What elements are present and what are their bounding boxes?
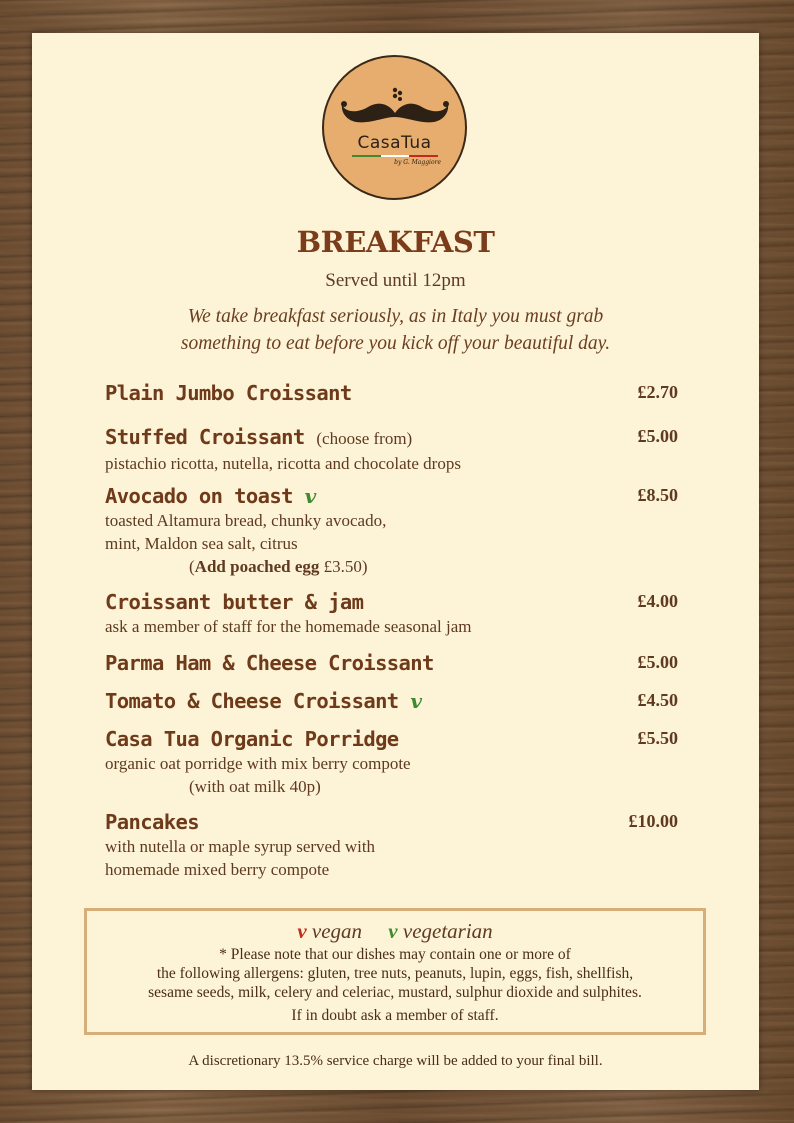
item-price: £5.00 — [637, 426, 678, 446]
item-name-row — [105, 483, 678, 509]
item-name: Stuffed Croissant — [105, 425, 305, 449]
item-name: Avocado on toast — [105, 484, 293, 508]
item-description: homemade mixed berry compote — [105, 860, 330, 879]
item-price: £8.50 — [637, 485, 678, 505]
item-description: mint, Maldon sea salt, citrus — [105, 534, 298, 553]
item-addon: (with oat milk 40p) — [189, 777, 321, 796]
menu-item — [105, 380, 678, 406]
item-description: pistachio ricotta, nutella, ricotta and chocolate drops — [105, 454, 461, 473]
menu-item — [105, 424, 678, 475]
item-note: (choose from) — [316, 429, 413, 448]
service-charge-note: A discretionary 13.5% service charge will be added to your final bill. — [188, 1053, 603, 1069]
item-name: Parma Ham & Cheese Croissant — [105, 651, 434, 675]
item-price: £10.00 — [628, 811, 678, 831]
logo-byline: by G. Maggiore — [394, 159, 441, 166]
casatua-logo — [322, 55, 467, 200]
vegetarian-icon: v — [304, 484, 316, 508]
item-addon: (Add poached egg £3.50) — [189, 557, 368, 576]
vegetarian-label: vegetarian — [402, 919, 493, 943]
menu-item — [105, 483, 678, 578]
item-price: £5.00 — [637, 652, 678, 672]
vegan-icon: v — [297, 919, 307, 943]
logo-name: CasaTua — [357, 133, 432, 153]
item-name: Pancakes — [105, 810, 199, 834]
vegetarian-icon: v — [410, 689, 422, 713]
item-description: organic oat porridge with mix berry compote — [105, 754, 411, 773]
mustache-icon — [324, 57, 465, 198]
page-title: BREAKFAST — [296, 225, 495, 259]
menu-page — [32, 33, 759, 1090]
item-description: toasted Altamura bread, chunky avocado, — [105, 511, 387, 530]
intro-text: We take breakfast seriously, as in Italy you must grab something to eat before you kick off your beautiful day. — [180, 306, 611, 354]
item-description: ask a member of staff for the homemade seasonal jam — [105, 617, 472, 636]
allergen-notice: * Please note that our dishes may contain one or more of the following allergens: gluten, tree nuts, peanuts, lupin, eggs, fish, shellfish, sesame seeds, milk, celery and celeriac, mustard, sulphur dioxide and sulphites. If in doubt ask a member of staff. — [87, 945, 703, 1025]
served-until: Served until 12pm — [325, 270, 466, 291]
menu-item — [105, 726, 678, 798]
allergen-box — [84, 908, 706, 1035]
item-price: £4.00 — [637, 591, 678, 611]
item-name-row — [105, 424, 678, 452]
item-name: Tomato & Cheese Croissant — [105, 689, 399, 713]
vegetarian-icon: v — [388, 919, 398, 943]
doubt-notice: If in doubt ask a member of staff. — [291, 1007, 499, 1024]
dietary-legend — [87, 919, 703, 944]
item-name-row — [105, 688, 678, 714]
italian-flag-stripe — [352, 155, 438, 157]
menu-item — [105, 809, 678, 881]
item-name: Casa Tua Organic Porridge — [105, 727, 399, 751]
item-price: £2.70 — [637, 382, 678, 402]
item-price: £5.50 — [637, 728, 678, 748]
menu-item — [105, 589, 678, 638]
item-name: Croissant butter & jam — [105, 590, 364, 614]
addon-label: Add poached egg — [194, 557, 320, 576]
menu-item — [105, 650, 678, 676]
item-price: £4.50 — [637, 690, 678, 710]
vegan-label: vegan — [311, 919, 363, 943]
item-name: Plain Jumbo Croissant — [105, 381, 352, 405]
menu-item — [105, 688, 678, 714]
addon-price: £3.50 — [323, 557, 362, 576]
item-description: with nutella or maple syrup served with — [105, 837, 376, 856]
